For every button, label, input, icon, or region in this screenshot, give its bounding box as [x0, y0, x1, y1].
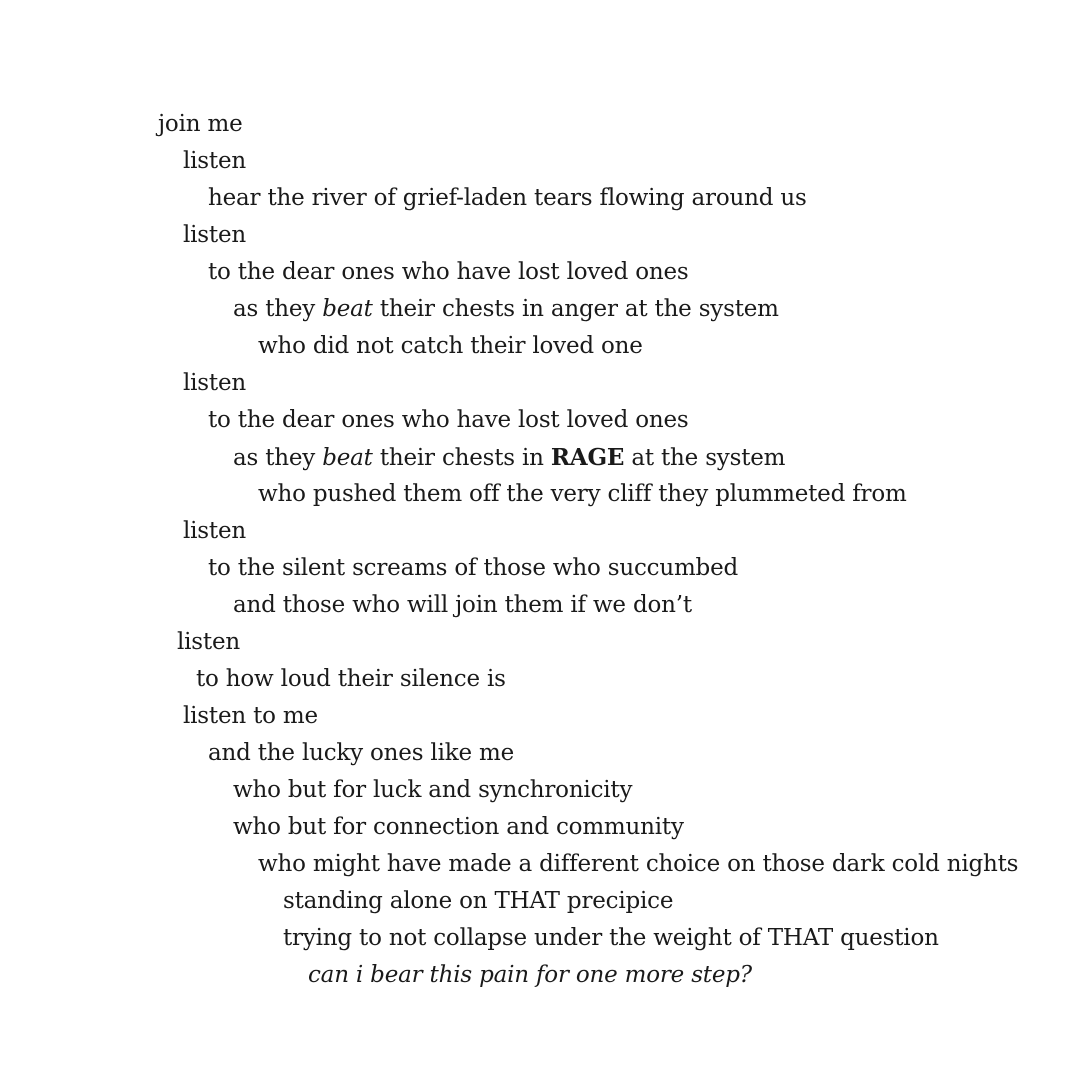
- poem-line-6-post: their chests in anger at the system: [372, 296, 779, 322]
- poem-line-19: who but for luck and synchronicity: [233, 777, 633, 803]
- poem-line-13: to the silent screams of those who succumbed: [208, 555, 739, 581]
- poem-line-23: trying to not collapse under the weight of THAT question: [283, 925, 939, 951]
- poem-line-9: to the dear ones who have lost loved ones: [208, 407, 689, 433]
- poem-line-17: listen to me: [183, 703, 318, 729]
- poem-line-15: listen: [177, 629, 240, 655]
- poem-line-10-mid: their chests in: [372, 445, 551, 471]
- poem-line-10-pre: as they: [233, 445, 323, 471]
- poem-line-2: listen: [183, 148, 246, 174]
- emphasis-beat: beat: [322, 296, 373, 322]
- emphasis-beat: beat: [322, 445, 373, 471]
- poem-line-24: can i bear this pain for one more step?: [308, 962, 752, 988]
- poem-line-20: who but for connection and community: [233, 814, 684, 840]
- poem-line-10: [233, 446, 785, 470]
- poem-line-14: and those who will join them if we don’t: [233, 592, 692, 618]
- poem-line-1: join me: [158, 111, 243, 137]
- poem-line-21: who might have made a different choice on those dark cold nights: [258, 851, 1019, 877]
- poem-line-12: listen: [183, 518, 246, 544]
- poem-line-6: [233, 298, 779, 321]
- poem-line-6-pre: as they: [233, 296, 323, 322]
- poem-line-16: to how loud their silence is: [196, 666, 506, 692]
- poem-line-5: to the dear ones who have lost loved ones: [208, 259, 689, 285]
- poem-line-10-post: at the system: [624, 445, 786, 471]
- poem-line-3: hear the river of grief-laden tears flowing around us: [208, 185, 807, 211]
- poem-line-8: listen: [183, 370, 246, 396]
- poem-line-18: and the lucky ones like me: [208, 740, 515, 766]
- poem-line-11: who pushed them off the very cliff they plummeted from: [258, 481, 907, 507]
- poem-line-4: listen: [183, 222, 246, 248]
- poem-line-7: who did not catch their loved one: [258, 333, 643, 359]
- emphasis-rage: RAGE: [550, 444, 625, 471]
- poem-line-22: standing alone on THAT precipice: [283, 888, 674, 914]
